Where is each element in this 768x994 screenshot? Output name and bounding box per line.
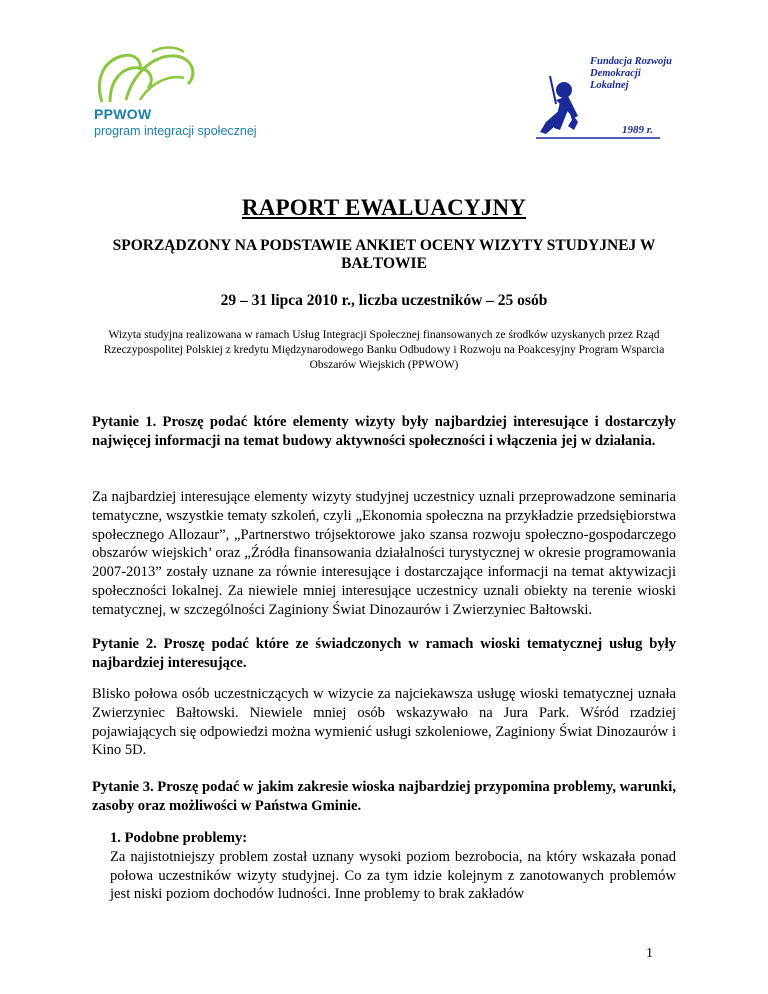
fdl-logo-line2: Demokracji Lokalnej — [590, 68, 641, 91]
fdl-logo — [534, 46, 674, 148]
ppwow-leaves-icon — [92, 44, 212, 106]
report-dates: 29 – 31 lipca 2010 r., liczba uczestników – 25 osób — [220, 292, 548, 309]
report-title: RAPORT EWALUACYJNY — [241, 195, 527, 220]
fdl-logo-name — [590, 56, 674, 92]
fdl-logo-line1: Fundacja Rozwoju — [590, 56, 672, 67]
question-1: Pytanie 1. Proszę podać które elementy wizyty były najbardziej interesujące i dostarczyły najwięcej informacji na temat budowy aktywności społeczności i włączenia jej w działania. — [92, 414, 676, 449]
list-item-heading: 1. Podobne problemy: — [110, 830, 248, 846]
fdl-logo-year: 1989 r. — [622, 124, 654, 136]
funding-note: Wizyta studyjna realizowana w ramach Usług Integracji Społecznej finansowanych ze środków uzyskanych przez Rząd Rzeczypospolitej Polskiej z kredytu Międzynarodowego Banku Odbudowy i Rozwoju na Poakcesyjny Program Wsparcia Obszarów Wiejskich (PPWOW) — [103, 329, 665, 371]
answer-2: Blisko połowa osób uczestniczących w wizycie za najciekawsza usługę wioski tematycznej uznała Zwierzyniec Bałtowski. Niewiele mniej osób wskazywało na Jura Park. Wśród rzadziej pojawiających się odpowiedzi można wymienić usługi szkoleniowe, Zaginiony Świat Dinozaurów i Kino 5D. — [92, 686, 676, 759]
report-subtitle: SPORZĄDZONY NA PODSTAWIE ANKIET OCENY WIZYTY STUDYJNEJ W BAŁTOWIE — [112, 237, 656, 272]
page-number: 1 — [646, 946, 653, 961]
list-item-text: Za najistotniejszy problem został uznany wysoki poziom bezrobocia, na który wskazała ponad połowa uczestników wizyty studyjnej. Co za tym idzie kolejnym z zanotowanych problemów jest niski poziom dochodów ludności. Inne problemy to brak zakładów — [110, 848, 676, 903]
question-2: Pytanie 2. Proszę podać które ze świadczonych w ramach wioski tematycznej usług były najbardziej interesujące. — [92, 636, 676, 671]
list-item — [110, 829, 676, 904]
ppwow-logo — [92, 44, 272, 144]
ppwow-logo-subtitle: program integracji społecznej — [94, 124, 257, 138]
question-3: Pytanie 3. Proszę podać w jakim zakresie wioska najbardziej przypomina problemy, warunki, zasoby oraz możliwości w Państwa Gminie. — [92, 779, 676, 814]
answer-1: Za najbardziej interesujące elementy wizyty studyjnej uczestnicy uznali przeprowadzone seminaria tematyczne, wszystkie tematy szkoleń, czyli „Ekonomia społeczna na przykładzie przedsiębiorstwa społecznego Allozaur”, „Partnerstwo trójsektorowe jako szansa rozwoju społeczno-gospodarczego obszarów wiejskich’ oraz „Źródła finansowania działalności turystycznej w okresie programowania 2007-2013” zostały uznane za równie interesujące i dostarczające informacji na temat aktywizacji społeczności lokalnej. Za niewiele mniej interesujące uczestnicy uznali obiekty na terenie wioski tematycznej, w szczególności Zaginiony Świat Dinozaurów i Zwierzyniec Bałtowski. — [92, 489, 676, 618]
ppwow-logo-name: PPWOW — [94, 106, 152, 122]
